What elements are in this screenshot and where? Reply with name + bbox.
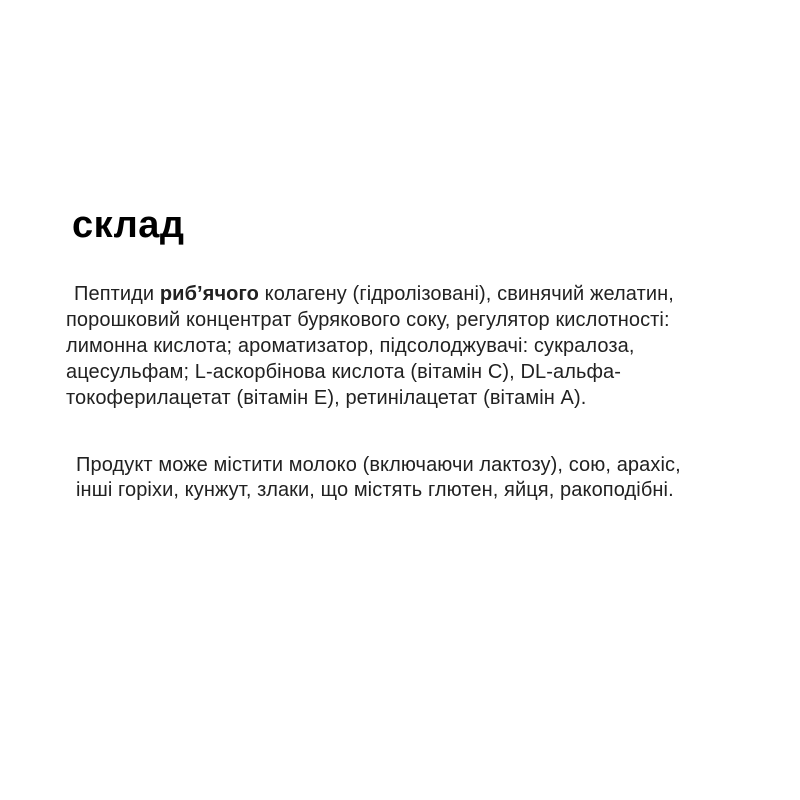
ingredients-section-heading: склад [72,204,185,246]
allergens-line-2: інші горіхи, кунжут, злаки, що містять глютен, яйця, ракоподібні. [76,479,674,501]
allergens-paragraph [76,453,681,503]
ingredients-line-5: токоферилацетат (вітамін E), ретинілацетат (вітамін A). [66,387,587,409]
ingredients-line-1 [66,281,674,307]
ingredients-line-2: порошковий концентрат бурякового соку, регулятор кислотності: [66,309,670,331]
ingredients-line-3: лимонна кислота; ароматизатор, підсолоджувачі: сукралоза, [66,335,635,357]
ingredients-line-1-suffix: колагену (гідролізовані), свинячий желатин, [258,283,674,305]
ingredients-line-1-prefix: Пептиди [74,283,160,305]
ingredients-paragraph [66,281,674,411]
allergens-line-1: Продукт може містити молоко (включаючи лактозу), сою, арахіс, [76,454,681,476]
ingredients-line-4: ацесульфам; L-аскорбінова кислота (вітамін C), DL-альфа- [66,361,622,383]
ingredients-line-1-bold-word: риб’ячого [159,283,259,305]
